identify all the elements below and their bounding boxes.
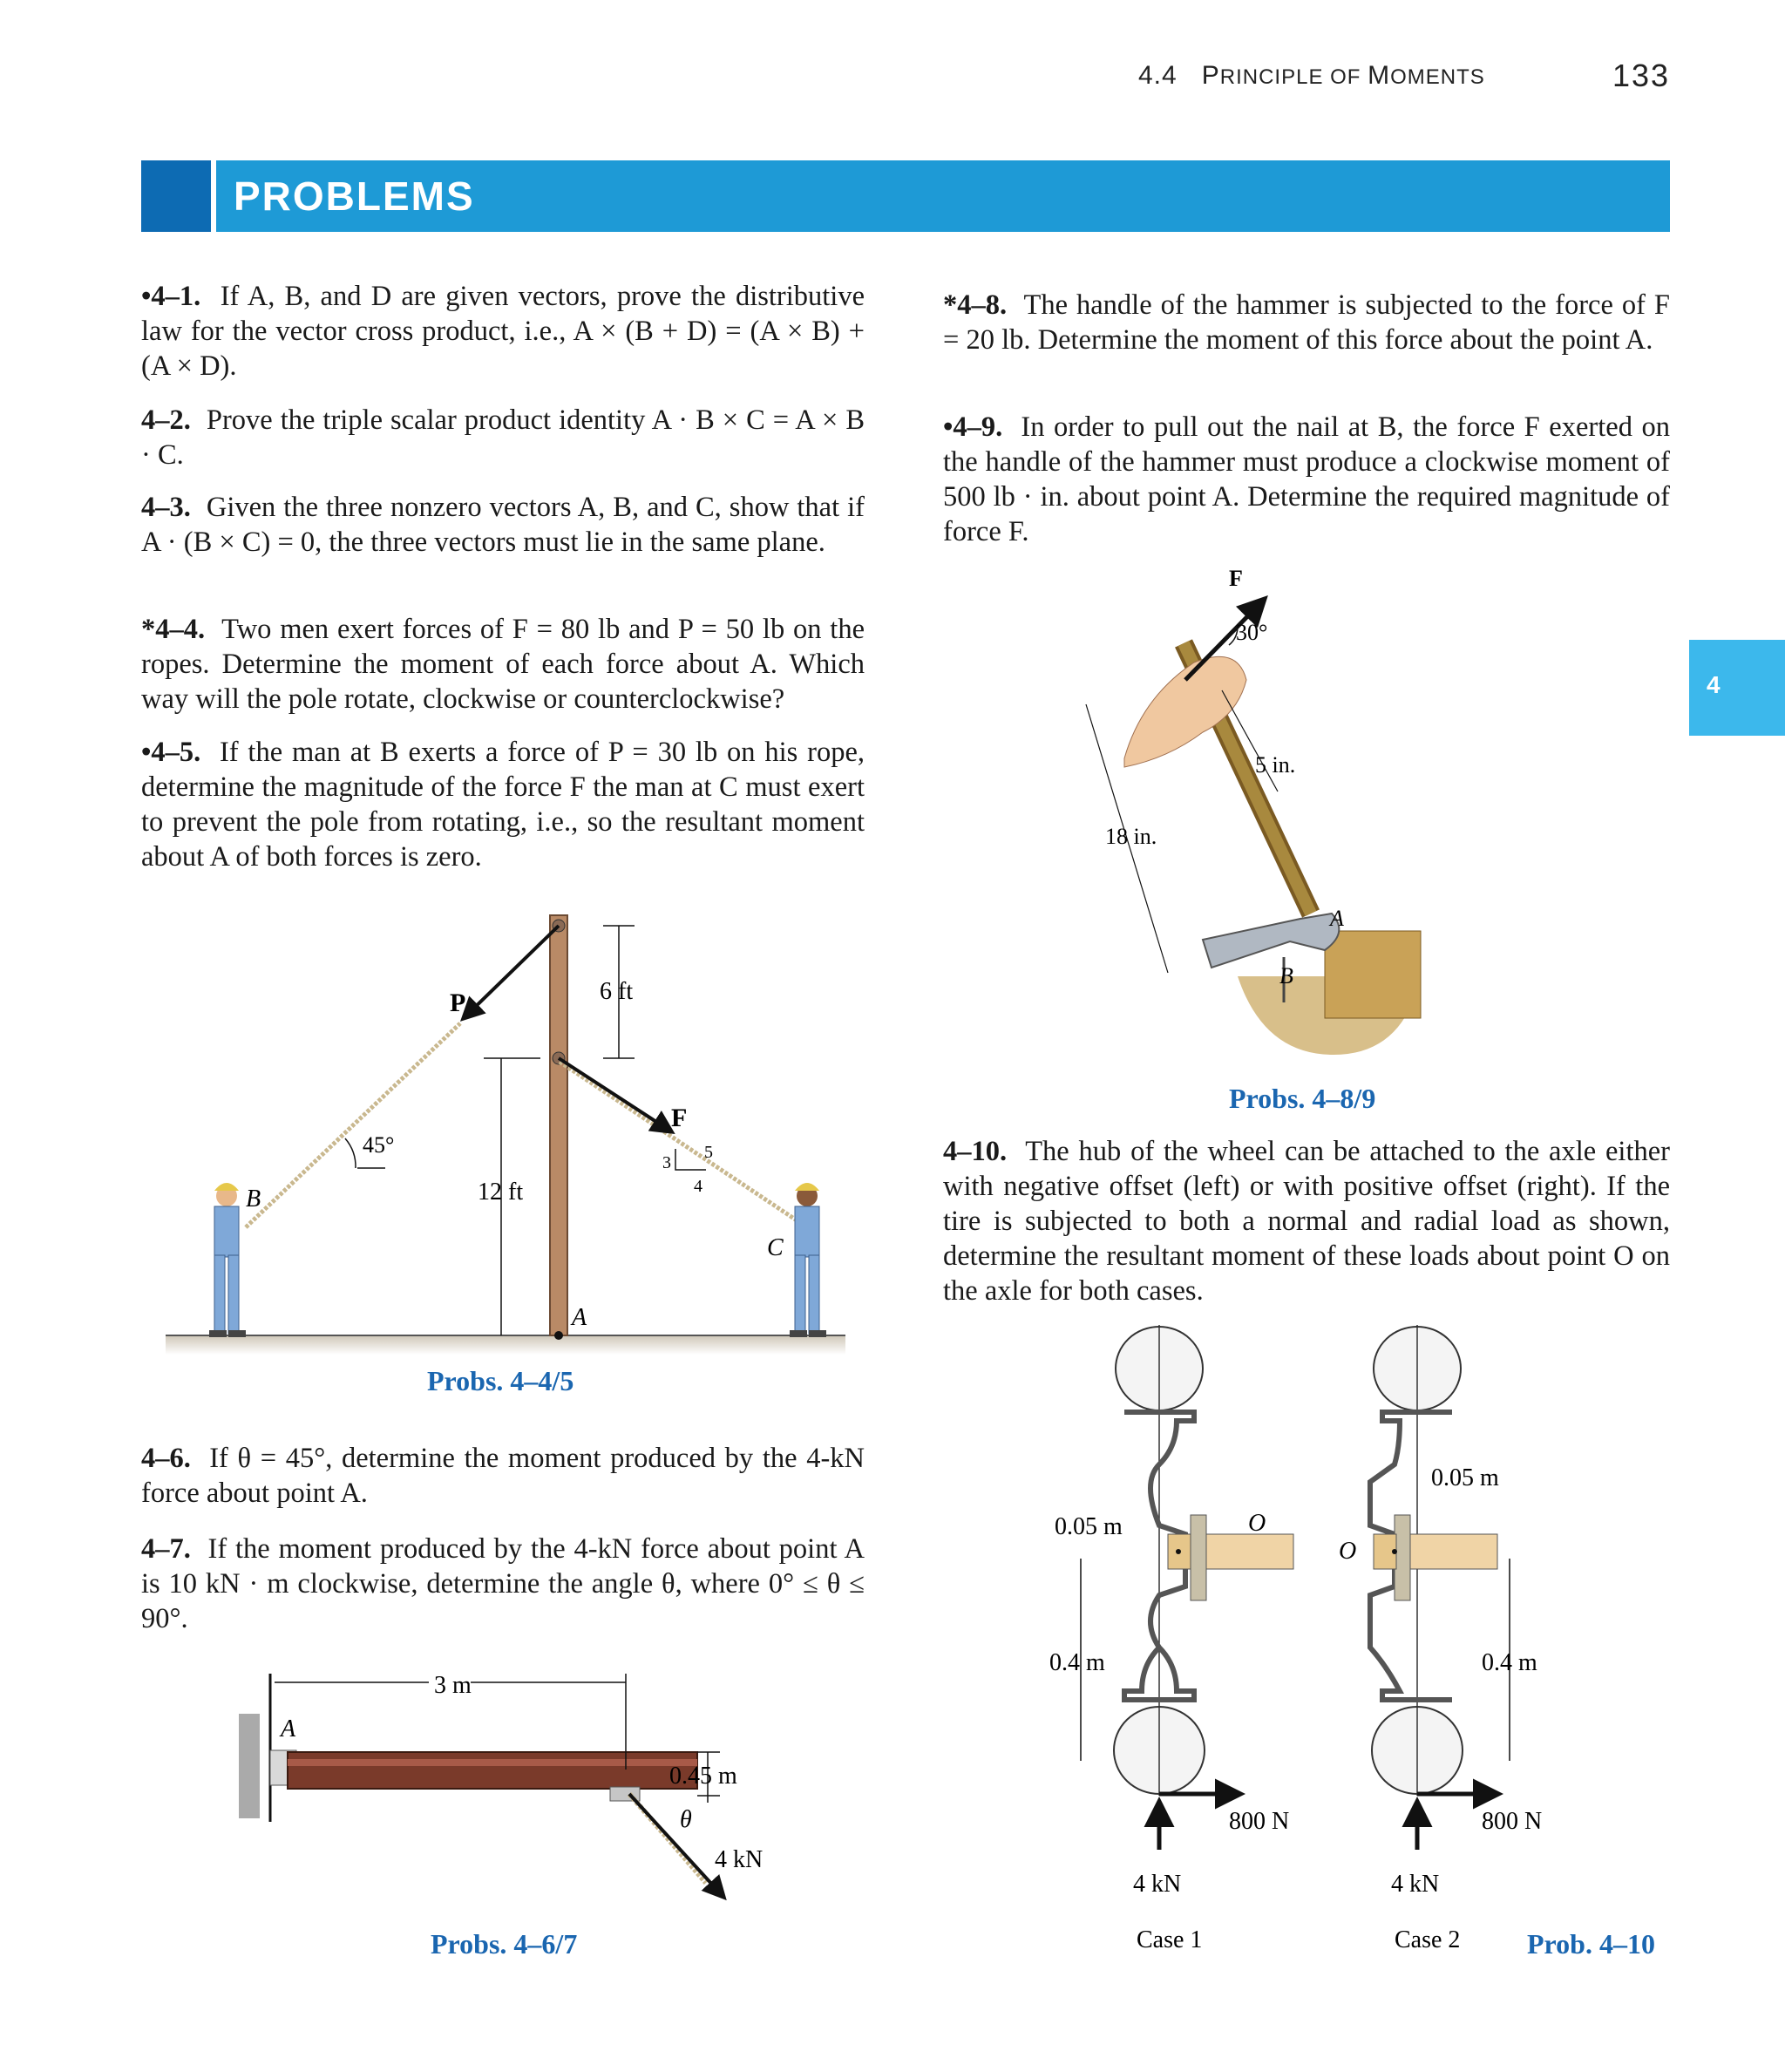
- problem-number: 4–2.: [141, 404, 191, 436]
- wheel-case-2: [1370, 1325, 1497, 1796]
- rope-b: [246, 1023, 460, 1227]
- pole: [550, 915, 567, 1335]
- man-b: [209, 1183, 246, 1337]
- radial-load-case2-label: 800 N: [1482, 1808, 1543, 1835]
- hammer-figure: [1072, 567, 1490, 1072]
- problem-number: •4–1.: [141, 281, 201, 312]
- banner-separator: [211, 160, 216, 232]
- problem-4-3: [141, 490, 865, 560]
- dim-12ft-label: 12 ft: [478, 1179, 524, 1206]
- problem-number: 4–10.: [943, 1136, 1008, 1167]
- chapter-tab-label: 4: [1707, 671, 1721, 698]
- problem-text: The hub of the wheel can be attached to the axle either with negative offset (left) or with positive offset (right). If the tire is subjected to both a normal and radial load as shown, determine the resultant moment of these loads about point O on the axle for both cases.: [943, 1136, 1670, 1307]
- banner-title: PROBLEMS: [234, 173, 475, 219]
- problem-4-10: [943, 1134, 1670, 1308]
- banner-accent-block: [141, 160, 211, 232]
- man-c: [790, 1183, 826, 1337]
- problem-number: 4–3.: [141, 492, 191, 523]
- hammer-head: [1203, 914, 1339, 968]
- force-4kn-arrow: [629, 1794, 723, 1897]
- dim-5in-label: 5 in.: [1255, 752, 1296, 778]
- force-p-arrow: [464, 926, 559, 1018]
- wall: [239, 1714, 260, 1818]
- problem-number: *4–4.: [141, 614, 206, 645]
- problem-number: •4–5.: [141, 737, 201, 768]
- problem-text: If θ = 45°, determine the moment produced by the 4-kN force about point A.: [141, 1443, 865, 1509]
- problem-text: If A, B, and D are given vectors, prove the distributive law for the vector cross product, i.e., A × (B + D) = (A × B) + (A × D).: [141, 281, 865, 382]
- problem-4-9: [943, 410, 1670, 549]
- point-a: [554, 1331, 563, 1340]
- label-a: A: [1330, 906, 1344, 931]
- wheel-case-1: [1114, 1325, 1293, 1796]
- problem-text: If the man at B exerts a force of P = 30 lb on his rope, determine the magnitude of the force F the man at C must exert to prevent the pole from rotating, i.e., so the resultant moment about A of both forces is zero.: [141, 737, 865, 873]
- wheel-figure: [1046, 1325, 1543, 1970]
- beam-highlight: [288, 1759, 697, 1766]
- problem-text: Given the three nonzero vectors A, B, and C, show that if A · (B × C) = 0, the three vectors must lie in the same plane.: [141, 492, 865, 558]
- caption-prob-4-10: Prob. 4–10: [1527, 1928, 1655, 1960]
- angle-45-label: 45°: [363, 1132, 395, 1158]
- label-b: B: [1279, 963, 1293, 988]
- normal-load-case2-label: 4 kN: [1391, 1871, 1440, 1898]
- dim-3m-label: 3 m: [434, 1672, 472, 1699]
- caption-probs-4-6-7: Probs. 4–6/7: [431, 1928, 578, 1960]
- case2-label: Case 2: [1395, 1926, 1461, 1953]
- problem-4-7: [141, 1532, 865, 1636]
- dim-18in-label: 18 in.: [1105, 824, 1157, 849]
- problem-text: Prove the triple scalar product identity A · B × C = A × B · C.: [141, 404, 865, 471]
- slope-5-label: 5: [704, 1143, 713, 1162]
- case1-label: Case 1: [1137, 1926, 1203, 1953]
- rope-c: [560, 1062, 812, 1231]
- label-o-case2: O: [1339, 1538, 1357, 1565]
- label-f: F: [671, 1104, 688, 1132]
- caption-probs-4-8-9: Probs. 4–8/9: [1229, 1083, 1376, 1114]
- angle-arc: [345, 1138, 356, 1168]
- page-number: 133: [1612, 58, 1671, 93]
- wood-block: [1325, 931, 1421, 1018]
- force-4kn-label: 4 kN: [715, 1846, 764, 1873]
- chapter-tab: [1689, 640, 1785, 736]
- normal-load-case1-label: 4 kN: [1133, 1871, 1182, 1898]
- label-o-case1: O: [1248, 1510, 1266, 1537]
- caption-probs-4-4-5: Probs. 4–4/5: [427, 1365, 574, 1396]
- radius-case1-label: 0.4 m: [1049, 1649, 1105, 1676]
- slope-3-label: 3: [662, 1153, 671, 1172]
- radial-load-case1-label: 800 N: [1229, 1808, 1290, 1835]
- problem-4-6: [141, 1441, 865, 1511]
- section-header: [1138, 61, 1485, 91]
- label-b: B: [246, 1185, 261, 1213]
- section-title-part: M: [1368, 61, 1391, 90]
- offset-case1-label: 0.05 m: [1055, 1513, 1123, 1540]
- problem-number: *4–8.: [943, 289, 1008, 321]
- offset-case2-label: 0.05 m: [1431, 1464, 1499, 1491]
- problem-4-8: [943, 288, 1670, 357]
- beam: [288, 1752, 697, 1789]
- problem-text: Two men exert forces of F = 80 lb and P = 50 lb on the ropes. Determine the moment of each force about A. Which way will the pole rotate, clockwise or counterclockwise?: [141, 614, 865, 715]
- beam-figure: [235, 1656, 776, 1918]
- label-a: A: [572, 1304, 587, 1331]
- angle-30-label: 30°: [1236, 620, 1268, 645]
- dim-045-label: 0.45 m: [669, 1763, 737, 1790]
- section-title-part: OMENTS: [1390, 65, 1485, 89]
- section-title-part: RINCIPLE OF: [1219, 65, 1368, 89]
- problem-4-1: [141, 279, 865, 384]
- dim-6ft-label: 6 ft: [600, 978, 634, 1005]
- problem-text: If the moment produced by the 4-kN force about point A is 10 kN · m clockwise, determine the angle θ, where 0° ≤ θ ≤ 90°.: [141, 1533, 865, 1634]
- label-p: P: [450, 988, 466, 1017]
- pole-figure: [157, 907, 854, 1360]
- label-f: F: [1229, 566, 1243, 591]
- problem-number: •4–9.: [943, 411, 1003, 443]
- problem-number: 4–7.: [141, 1533, 191, 1565]
- problem-4-2: [141, 403, 865, 472]
- radius-case2-label: 0.4 m: [1482, 1649, 1537, 1676]
- label-c: C: [767, 1234, 784, 1261]
- slope-4-label: 4: [694, 1177, 702, 1196]
- section-number: 4.4: [1138, 61, 1178, 90]
- ground: [166, 1335, 845, 1355]
- problem-4-5: [141, 735, 865, 874]
- problem-text: In order to pull out the nail at B, the force F exerted on the handle of the hammer must produce a clockwise moment of 500 lb · in. about point A. Determine the required magnitude of force F.: [943, 411, 1670, 547]
- problem-4-4: [141, 612, 865, 717]
- problem-number: 4–6.: [141, 1443, 191, 1474]
- force-f-arrow: [559, 1058, 671, 1131]
- label-a: A: [281, 1715, 296, 1743]
- problem-text: The handle of the hammer is subjected to the force of F = 20 lb. Determine the moment of this force about the point A.: [943, 289, 1670, 356]
- section-title-part: P: [1201, 61, 1220, 90]
- theta-label: θ: [680, 1806, 692, 1833]
